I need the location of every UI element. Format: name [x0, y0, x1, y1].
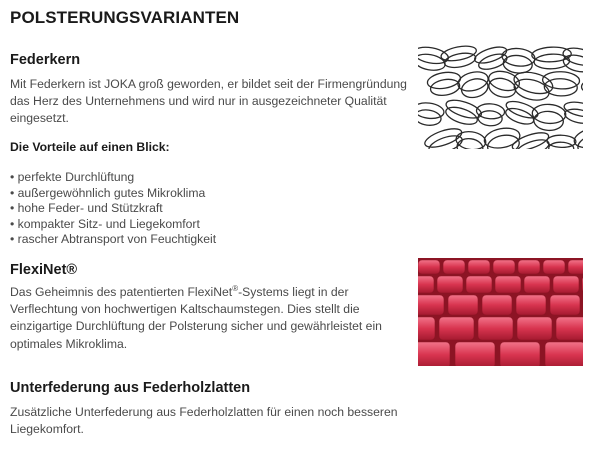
federkern-text	[10, 76, 407, 128]
foam-cell	[418, 342, 450, 366]
unterfederung-text-line: Liegekomfort.	[10, 422, 84, 437]
foam-cell	[568, 260, 583, 274]
foam-illustration	[418, 258, 583, 366]
foam-cell	[443, 260, 465, 274]
foam-cell	[455, 342, 495, 366]
spring-core-image	[418, 44, 583, 149]
foam-cell	[516, 295, 546, 315]
unterfederung-text	[10, 404, 398, 438]
flexinet-text-line: Verflechtung von hochwertigen Kaltschaumstegen. Dies stellt die	[10, 302, 360, 317]
advantages-heading: Die Vorteile auf einen Blick:	[10, 140, 170, 154]
federkern-text-line: das Herz des Unternehmens und wird nur in ausgezeichneter Qualität	[10, 94, 387, 109]
foam-cell	[418, 276, 434, 293]
federkern-text-line: Mit Federkern ist JOKA groß geworden, er bildet seit der Firmengründung	[10, 77, 407, 91]
flexinet-foam-image	[418, 258, 583, 366]
foam-cell	[543, 260, 565, 274]
foam-cell	[439, 317, 474, 340]
flexinet-text	[10, 284, 382, 353]
flexinet-text-line: optimales Mikroklima.	[10, 336, 128, 351]
foam-cell	[550, 295, 580, 315]
registered-mark: ®	[232, 283, 239, 293]
foam-cell	[495, 276, 521, 293]
foam-cell	[518, 260, 540, 274]
foam-cell	[437, 276, 463, 293]
spring-core-illustration	[418, 44, 583, 149]
list-item: • perfekte Durchlüftung	[10, 170, 216, 186]
flexinet-title: FlexiNet®	[10, 262, 78, 278]
foam-cell	[418, 295, 444, 315]
foam-cell	[553, 276, 579, 293]
foam-cell	[478, 317, 513, 340]
foam-cell	[482, 295, 512, 315]
foam-cell	[468, 260, 490, 274]
foam-cell	[418, 317, 435, 340]
foam-cell	[466, 276, 492, 293]
page-title: POLSTERUNGSVARIANTEN	[10, 8, 240, 27]
federkern-text-line: eingesetzt.	[10, 111, 69, 126]
list-item: • rascher Abtransport von Feuchtigkeit	[10, 232, 216, 248]
list-item: • kompakter Sitz- und Liegekomfort	[10, 217, 216, 233]
flexinet-text-line: einzigartige Durchlüftung der Polsterung sicher und gewährleistet ein	[10, 319, 382, 334]
list-item: • außergewöhnlich gutes Mikroklima	[10, 186, 216, 202]
federkern-title: Federkern	[10, 52, 81, 68]
list-item: • hohe Feder- und Stützkraft	[10, 201, 216, 217]
foam-cell	[517, 317, 552, 340]
flexinet-text-line	[10, 284, 382, 301]
flexinet-line1-a: Das Geheimnis des patentierten FlexiNet	[10, 285, 233, 299]
foam-cell	[545, 342, 583, 366]
foam-cell	[524, 276, 550, 293]
foam-cell	[448, 295, 478, 315]
foam-cell	[493, 260, 515, 274]
unterfederung-title: Unterfederung aus Federholzlatten	[10, 380, 251, 396]
flexinet-line1-b: -Systems liegt in der	[238, 285, 349, 299]
advantages-list	[10, 170, 216, 248]
foam-cell	[418, 260, 440, 274]
foam-cell	[500, 342, 540, 366]
unterfederung-text-line: Zusätzliche Unterfederung aus Federholzlatten für einen noch besseren	[10, 405, 398, 419]
foam-cell	[582, 276, 583, 293]
foam-cell	[556, 317, 583, 340]
